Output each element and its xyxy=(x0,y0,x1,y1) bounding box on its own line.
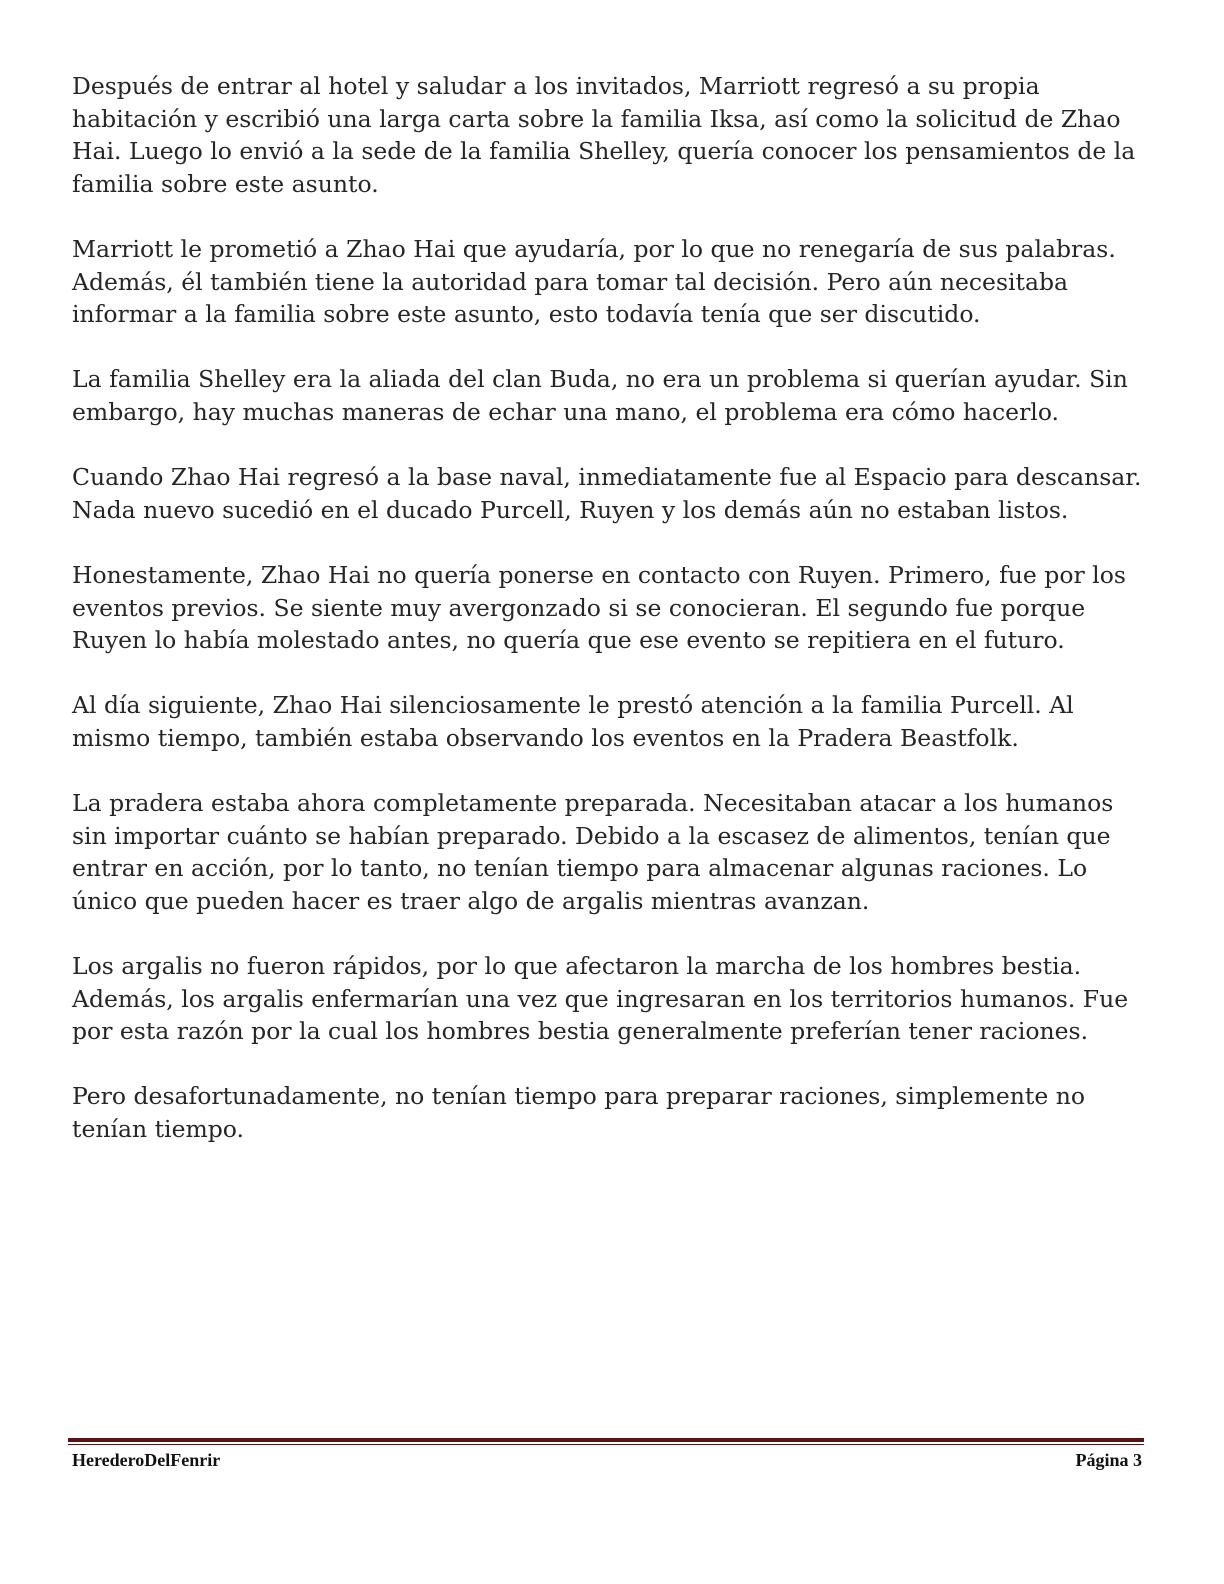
page-body xyxy=(72,70,1147,1178)
paragraph: Los argalis no fueron rápidos, por lo que afectaron la marcha de los hombres bestia. Además, los argalis enfermarían una vez que ingresaran en los territorios humanos. Fue por esta razón por la cual los hombres bestia generalmente preferían tener raciones. xyxy=(72,952,1129,1046)
footer-author: HerederoDelFenrir xyxy=(72,1450,221,1470)
paragraph: Después de entrar al hotel y saludar a los invitados, Marriott regresó a su propia habitación y escribió una larga carta sobre la familia Iksa, así como la solicitud de Zhao Hai. Luego lo envió a la sede de la familia Shelley, quería conocer los pensamientos de la familia sobre este asunto. xyxy=(72,72,1136,198)
footer-rule-thin xyxy=(68,1444,1144,1445)
footer-rule-thick xyxy=(68,1438,1144,1442)
paragraph: La pradera estaba ahora completamente preparada. Necesitaban atacar a los humanos sin importar cuánto se habían preparado. Debido a la escasez de alimentos, tenían que entrar en acción, por lo tanto, no tenían tiempo para almacenar algunas raciones. Lo único que pueden hacer es traer algo de argalis mientras avanzan. xyxy=(72,789,1114,915)
footer-page-number: Página 3 xyxy=(1075,1450,1142,1470)
paragraph: Al día siguiente, Zhao Hai silenciosamente le prestó atención a la familia Purcell. Al mismo tiempo, también estaba observando los eventos en la Pradera Beastfolk. xyxy=(72,691,1074,752)
paragraph: Cuando Zhao Hai regresó a la base naval, inmediatamente fue al Espacio para descansar. Nada nuevo sucedió en el ducado Purcell, Ruyen y los demás aún no estaban listos. xyxy=(72,463,1142,524)
paragraph: Honestamente, Zhao Hai no quería ponerse en contacto con Ruyen. Primero, fue por los eventos previos. Se siente muy avergonzado si se conocieran. El segundo fue porque Ruyen lo había molestado antes, no quería que ese evento se repitiera en el futuro. xyxy=(72,560,1126,655)
paragraph: Marriott le prometió a Zhao Hai que ayudaría, por lo que no renegaría de sus palabras. Además, él también tiene la autoridad para tomar tal decisión. Pero aún necesitaba informar a la familia sobre este asunto, esto todavía tenía que ser discutido. xyxy=(72,234,1116,329)
paragraph: Pero desafortunadamente, no tenían tiempo para preparar raciones, simplemente no tenían tiempo. xyxy=(72,1082,1086,1143)
paragraph: La familia Shelley era la aliada del clan Buda, no era un problema si querían ayudar. Sin embargo, hay muchas maneras de echar una mano, el problema era cómo hacerlo. xyxy=(72,365,1128,426)
